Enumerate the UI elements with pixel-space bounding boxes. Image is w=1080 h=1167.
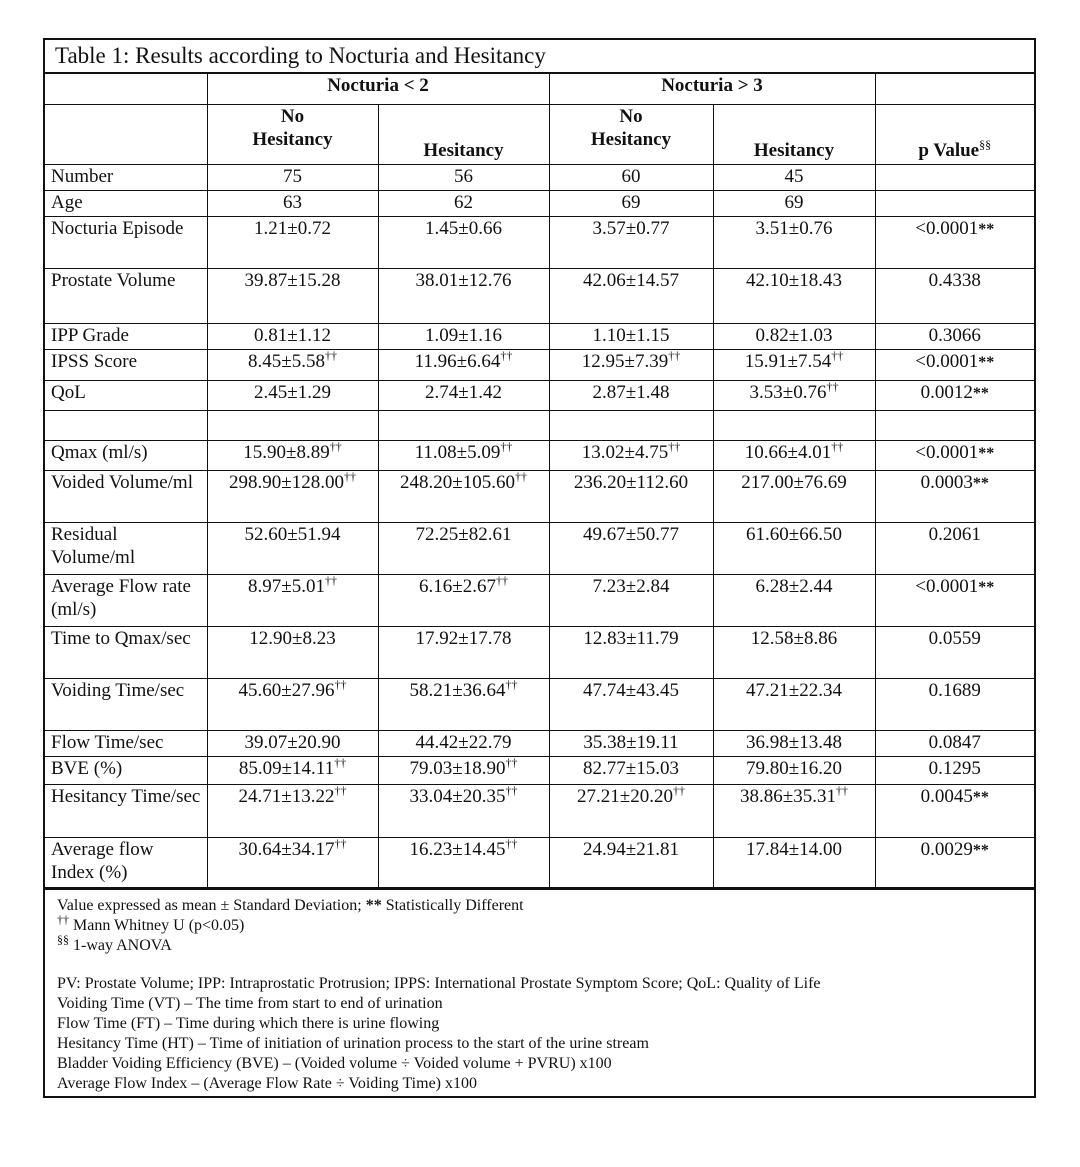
value-cell	[207, 756, 378, 784]
cell-mark: ††	[505, 784, 518, 798]
value-cell	[378, 626, 549, 678]
value-cell	[378, 574, 549, 626]
cell-value: 11.08±5.09	[414, 441, 501, 463]
cell-value: 11.96±6.64	[414, 350, 501, 372]
cell-mark: ††	[668, 440, 681, 454]
value-cell	[378, 756, 549, 784]
cell-value: 24.71±13.22	[238, 785, 335, 807]
p-value-cell	[875, 164, 1034, 190]
value-cell	[207, 323, 378, 349]
value-cell	[378, 837, 549, 887]
cell-value: 30.64±34.17	[238, 838, 335, 860]
row-label: QoL	[45, 380, 207, 410]
cell-value: 56	[454, 165, 473, 187]
p-value-cell	[875, 837, 1034, 887]
footnote-line-1	[57, 896, 1024, 916]
value-cell	[713, 216, 875, 268]
p-value-header-text: p Value	[918, 139, 980, 161]
row-label: Age	[45, 190, 207, 216]
value-cell	[549, 784, 713, 837]
cell-value: 39.07±20.90	[244, 731, 341, 753]
value-cell	[378, 522, 549, 574]
cell-value: 69	[621, 191, 641, 213]
value-cell	[713, 323, 875, 349]
cell-value: 79.03±18.90	[409, 757, 506, 779]
p-value: <0.0001	[915, 217, 979, 239]
cell-value: 42.10±18.43	[746, 269, 842, 291]
p-value: 0.0847	[928, 731, 981, 753]
cell-mark: ††	[835, 784, 848, 798]
value-cell	[713, 470, 875, 522]
row-label: Qmax (ml/s)	[45, 440, 207, 470]
definition-line: Bladder Voiding Efficiency (BVE) – (Voided volume ÷ Voided volume + PVRU) x100	[57, 1054, 612, 1072]
label-header-cell	[45, 104, 207, 164]
footnote-stat-text: Statistically Different	[381, 896, 524, 914]
p-value-mark: **	[972, 788, 989, 806]
table-row	[45, 190, 1034, 216]
table-row	[45, 380, 1034, 410]
table-row	[45, 837, 1034, 887]
cell-value: 47.74±43.45	[583, 679, 679, 701]
cell-value: 3.57±0.77	[592, 217, 670, 239]
p-value-cell	[875, 349, 1034, 380]
value-cell	[713, 756, 875, 784]
results-table	[45, 74, 1034, 888]
value-cell	[378, 268, 549, 323]
cell-value: 10.66±4.01	[744, 441, 832, 463]
table-row	[45, 216, 1034, 268]
cell-mark: ††	[672, 784, 685, 798]
definition-line: Hesitancy Time (HT) – Time of initiation of urination process to the start of the urine stream	[57, 1034, 649, 1052]
cell-value: 12.90±8.23	[249, 627, 336, 649]
value-cell	[713, 410, 875, 440]
footnote-dagger-mark: ††	[57, 912, 69, 927]
footnote-section-mark: §§	[57, 932, 69, 947]
row-label: Voided Volume/ml	[45, 470, 207, 522]
group-header-row	[45, 74, 1034, 104]
p-value: 0.0012	[920, 381, 973, 403]
value-cell	[549, 574, 713, 626]
p-value: <0.0001	[915, 441, 979, 463]
value-cell	[207, 349, 378, 380]
table-row	[45, 678, 1034, 730]
p-value: <0.0001	[915, 575, 979, 597]
cell-value: 33.04±20.35	[409, 785, 506, 807]
table-row	[45, 410, 1034, 440]
cell-value: 16.23±14.45	[409, 838, 506, 860]
col-header-3-line2: Hesitancy	[590, 128, 672, 150]
cell-value: 58.21±36.64	[409, 679, 506, 701]
cell-value: 24.94±21.81	[583, 838, 679, 860]
p-value-cell	[875, 268, 1034, 323]
p-value-cell	[875, 626, 1034, 678]
value-cell	[713, 522, 875, 574]
definition-line: Flow Time (FT) – Time during which there is urine flowing	[57, 1014, 440, 1032]
row-label: Time to Qmax/sec	[45, 626, 207, 678]
row-label: Average flow Index (%)	[45, 837, 207, 887]
results-table-document	[43, 38, 1036, 1098]
value-cell	[207, 784, 378, 837]
cell-value: 61.60±66.50	[746, 523, 842, 545]
row-label: IPSS Score	[45, 349, 207, 380]
row-label: Average Flow rate (ml/s)	[45, 574, 207, 626]
cell-value: 69	[784, 191, 804, 213]
cell-value: 79.80±16.20	[746, 757, 842, 779]
col-header-3-line1: No	[619, 105, 643, 127]
cell-value: 45	[784, 165, 804, 187]
value-cell	[207, 268, 378, 323]
value-cell	[378, 164, 549, 190]
value-cell	[549, 323, 713, 349]
footnotes	[45, 888, 1034, 1096]
value-cell	[378, 323, 549, 349]
cell-mark: ††	[505, 678, 518, 692]
value-cell	[713, 349, 875, 380]
cell-value: 3.51±0.76	[755, 217, 833, 239]
cell-value: 38.86±35.31	[740, 785, 836, 807]
value-cell	[713, 784, 875, 837]
value-cell	[713, 268, 875, 323]
value-cell	[207, 678, 378, 730]
cell-value: 0.82±1.03	[755, 324, 833, 346]
p-value-mark: **	[972, 474, 989, 492]
table-row	[45, 730, 1034, 756]
value-cell	[207, 164, 378, 190]
p-value: 0.0003	[920, 471, 973, 493]
value-cell	[549, 626, 713, 678]
value-cell	[713, 190, 875, 216]
value-cell	[378, 380, 549, 410]
value-cell	[713, 574, 875, 626]
table-row	[45, 784, 1034, 837]
cell-value: 2.74±1.42	[425, 381, 502, 403]
cell-value: 3.53±0.76	[749, 381, 827, 403]
p-value-header-mark: §§	[979, 137, 992, 152]
cell-value: 13.02±4.75	[581, 441, 669, 463]
cell-value: 12.83±11.79	[583, 627, 679, 649]
cell-value: 38.01±12.76	[415, 269, 512, 291]
p-value-cell	[875, 190, 1034, 216]
row-label: IPP Grade	[45, 323, 207, 349]
value-cell	[207, 190, 378, 216]
value-cell	[378, 349, 549, 380]
p-value: 0.1689	[928, 679, 981, 701]
cell-value: 12.95±7.39	[581, 350, 669, 372]
value-cell	[549, 730, 713, 756]
cell-value: 47.21±22.34	[746, 679, 842, 701]
value-cell	[549, 440, 713, 470]
cell-value: 7.23±2.84	[592, 575, 670, 597]
cell-mark: ††	[500, 440, 513, 454]
p-value-cell	[875, 522, 1034, 574]
value-cell	[549, 522, 713, 574]
row-label	[45, 410, 207, 440]
table-row	[45, 164, 1034, 190]
cell-value: 1.45±0.66	[425, 217, 502, 239]
value-cell	[378, 216, 549, 268]
cell-value: 248.20±105.60	[400, 471, 515, 493]
p-value-cell	[875, 470, 1034, 522]
cell-value: 45.60±27.96	[238, 679, 335, 701]
cell-mark: ††	[500, 349, 513, 363]
p-value-cell	[875, 216, 1034, 268]
p-value-cell	[875, 678, 1034, 730]
p-value-mark: **	[972, 841, 989, 859]
footnote-mean-sd: Value expressed as mean ± Standard Deviation;	[57, 896, 366, 914]
cell-mark: ††	[324, 349, 337, 363]
p-value-cell	[875, 730, 1034, 756]
cell-value: 82.77±15.03	[583, 757, 679, 779]
cell-mark: ††	[826, 380, 839, 394]
p-value-mark: **	[978, 353, 995, 371]
value-cell	[378, 730, 549, 756]
cell-value: 2.45±1.29	[254, 381, 331, 403]
value-cell	[549, 470, 713, 522]
footnote-line-3	[57, 932, 1024, 956]
definition-line: Average Flow Index – (Average Flow Rate ÷ Voiding Time) x100	[57, 1074, 477, 1092]
p-value: 0.0559	[928, 627, 981, 649]
cell-value: 8.45±5.58	[248, 350, 325, 372]
p-value: 0.2061	[928, 523, 981, 545]
value-cell	[207, 574, 378, 626]
value-cell	[207, 626, 378, 678]
cell-value: 6.28±2.44	[755, 575, 833, 597]
value-cell	[207, 440, 378, 470]
cell-value: 49.67±50.77	[583, 523, 679, 545]
p-value: 0.1295	[928, 757, 981, 779]
value-cell	[378, 470, 549, 522]
value-cell	[207, 837, 378, 887]
value-cell	[713, 380, 875, 410]
cell-value: 6.16±2.67	[419, 575, 496, 597]
row-label: BVE (%)	[45, 756, 207, 784]
value-cell	[207, 380, 378, 410]
definition-line: Voiding Time (VT) – The time from start to end of urination	[57, 994, 443, 1012]
row-label: Flow Time/sec	[45, 730, 207, 756]
value-cell	[549, 268, 713, 323]
value-cell	[713, 440, 875, 470]
p-value-cell	[875, 410, 1034, 440]
cell-value: 52.60±51.94	[244, 523, 341, 545]
value-cell	[207, 730, 378, 756]
p-value-cell	[875, 756, 1034, 784]
cell-value: 72.25±82.61	[415, 523, 512, 545]
cell-mark: ††	[343, 470, 356, 484]
p-value: 0.0029	[920, 838, 973, 860]
table-row	[45, 756, 1034, 784]
cell-mark: ††	[831, 349, 844, 363]
corner-cell	[45, 74, 207, 104]
row-label: Voiding Time/sec	[45, 678, 207, 730]
table-row	[45, 323, 1034, 349]
footnote-line-2	[57, 912, 1024, 936]
cell-mark: ††	[831, 440, 844, 454]
value-cell	[549, 164, 713, 190]
col-header-2-line2: Hesitancy	[423, 139, 504, 161]
cell-value: 75	[283, 165, 302, 187]
p-value-mark: **	[978, 220, 995, 238]
row-label: Nocturia Episode	[45, 216, 207, 268]
value-cell	[378, 784, 549, 837]
p-value-cell	[875, 784, 1034, 837]
cell-value: 39.87±15.28	[244, 269, 341, 291]
value-cell	[207, 410, 378, 440]
cell-value: 15.91±7.54	[744, 350, 832, 372]
cell-value: 12.58±8.86	[750, 627, 838, 649]
cell-value: 35.38±19.11	[583, 731, 679, 753]
cell-mark: ††	[514, 470, 527, 484]
p-value-mark: **	[978, 444, 995, 462]
p-value-cell	[875, 574, 1034, 626]
row-label: Residual Volume/ml	[45, 522, 207, 574]
value-cell	[549, 678, 713, 730]
cell-mark: ††	[334, 837, 347, 851]
footnote-stat-mark: **	[365, 896, 382, 914]
col-header-1-line1: No	[280, 105, 305, 127]
cell-mark: ††	[334, 784, 347, 798]
cell-value: 298.90±128.00	[229, 471, 344, 493]
column-header-row	[45, 104, 1034, 164]
cell-mark: ††	[324, 574, 337, 588]
cell-value: 1.10±1.15	[592, 324, 670, 346]
cell-mark: ††	[505, 756, 518, 770]
row-label: Hesitancy Time/sec	[45, 784, 207, 837]
cell-value: 17.92±17.78	[415, 627, 512, 649]
table-row	[45, 440, 1034, 470]
cell-mark: ††	[334, 678, 347, 692]
group-nocturia-gt3: Nocturia > 3	[549, 74, 875, 104]
group-empty-cell	[875, 74, 1034, 104]
cell-value: 0.81±1.12	[254, 324, 331, 346]
cell-mark: ††	[329, 440, 342, 454]
value-cell	[549, 837, 713, 887]
footnote-anova: 1-way ANOVA	[69, 936, 172, 954]
row-label: Number	[45, 164, 207, 190]
value-cell	[713, 837, 875, 887]
cell-value: 217.00±76.69	[741, 471, 847, 493]
col-header-3	[549, 104, 713, 164]
definition-line: PV: Prostate Volume; IPP: Intraprostatic Protrusion; IPPS: International Prostate Symptom Score; QoL: Quality of Life	[57, 974, 821, 992]
table-caption: Table 1: Results according to Nocturia and Hesitancy	[45, 40, 1034, 74]
cell-value: 27.21±20.20	[577, 785, 673, 807]
table-row	[45, 574, 1034, 626]
cell-value: 236.20±112.60	[573, 471, 689, 493]
cell-value: 8.97±5.01	[248, 575, 325, 597]
col-header-4-line2: Hesitancy	[753, 139, 835, 161]
cell-value: 15.90±8.89	[243, 441, 330, 463]
value-cell	[378, 410, 549, 440]
col-header-2	[378, 104, 549, 164]
p-value: 0.3066	[928, 324, 981, 346]
cell-mark: ††	[668, 349, 681, 363]
value-cell	[378, 678, 549, 730]
table-row	[45, 349, 1034, 380]
value-cell	[549, 349, 713, 380]
value-cell	[713, 730, 875, 756]
cell-value: 60	[621, 165, 641, 187]
table-row	[45, 470, 1034, 522]
p-value: 0.0045	[920, 785, 973, 807]
table-row	[45, 522, 1034, 574]
value-cell	[549, 216, 713, 268]
footnote-mann-whitney: Mann Whitney U (p<0.05)	[69, 916, 245, 934]
cell-value: 42.06±14.57	[583, 269, 679, 291]
cell-value: 85.09±14.11	[238, 757, 335, 779]
p-value-mark: **	[972, 384, 989, 402]
value-cell	[549, 756, 713, 784]
col-header-4	[713, 104, 875, 164]
cell-value: 62	[454, 191, 473, 213]
value-cell	[713, 678, 875, 730]
p-value-cell	[875, 380, 1034, 410]
cell-value: 1.09±1.16	[425, 324, 502, 346]
cell-value: 44.42±22.79	[415, 731, 512, 753]
row-label: Prostate Volume	[45, 268, 207, 323]
p-value-cell	[875, 323, 1034, 349]
value-cell	[713, 164, 875, 190]
cell-mark: ††	[505, 837, 518, 851]
cell-value: 2.87±1.48	[592, 381, 670, 403]
value-cell	[549, 190, 713, 216]
p-value-cell	[875, 440, 1034, 470]
value-cell	[207, 216, 378, 268]
value-cell	[378, 190, 549, 216]
group-nocturia-lt2: Nocturia < 2	[207, 74, 549, 104]
p-value-mark: **	[978, 578, 995, 596]
p-value: <0.0001	[915, 350, 979, 372]
table-row	[45, 626, 1034, 678]
value-cell	[207, 522, 378, 574]
cell-value: 17.84±14.00	[746, 838, 842, 860]
value-cell	[713, 626, 875, 678]
value-cell	[378, 440, 549, 470]
value-cell	[549, 380, 713, 410]
cell-mark: ††	[495, 574, 508, 588]
value-cell	[207, 470, 378, 522]
table-row	[45, 268, 1034, 323]
col-header-1	[207, 104, 378, 164]
cell-mark: ††	[334, 756, 347, 770]
cell-value: 1.21±0.72	[254, 217, 331, 239]
p-value: 0.4338	[928, 269, 981, 291]
cell-value: 63	[283, 191, 302, 213]
col-header-1-line2: Hesitancy	[252, 128, 333, 150]
value-cell	[549, 410, 713, 440]
p-value-header	[875, 104, 1034, 164]
cell-value: 36.98±13.48	[746, 731, 842, 753]
